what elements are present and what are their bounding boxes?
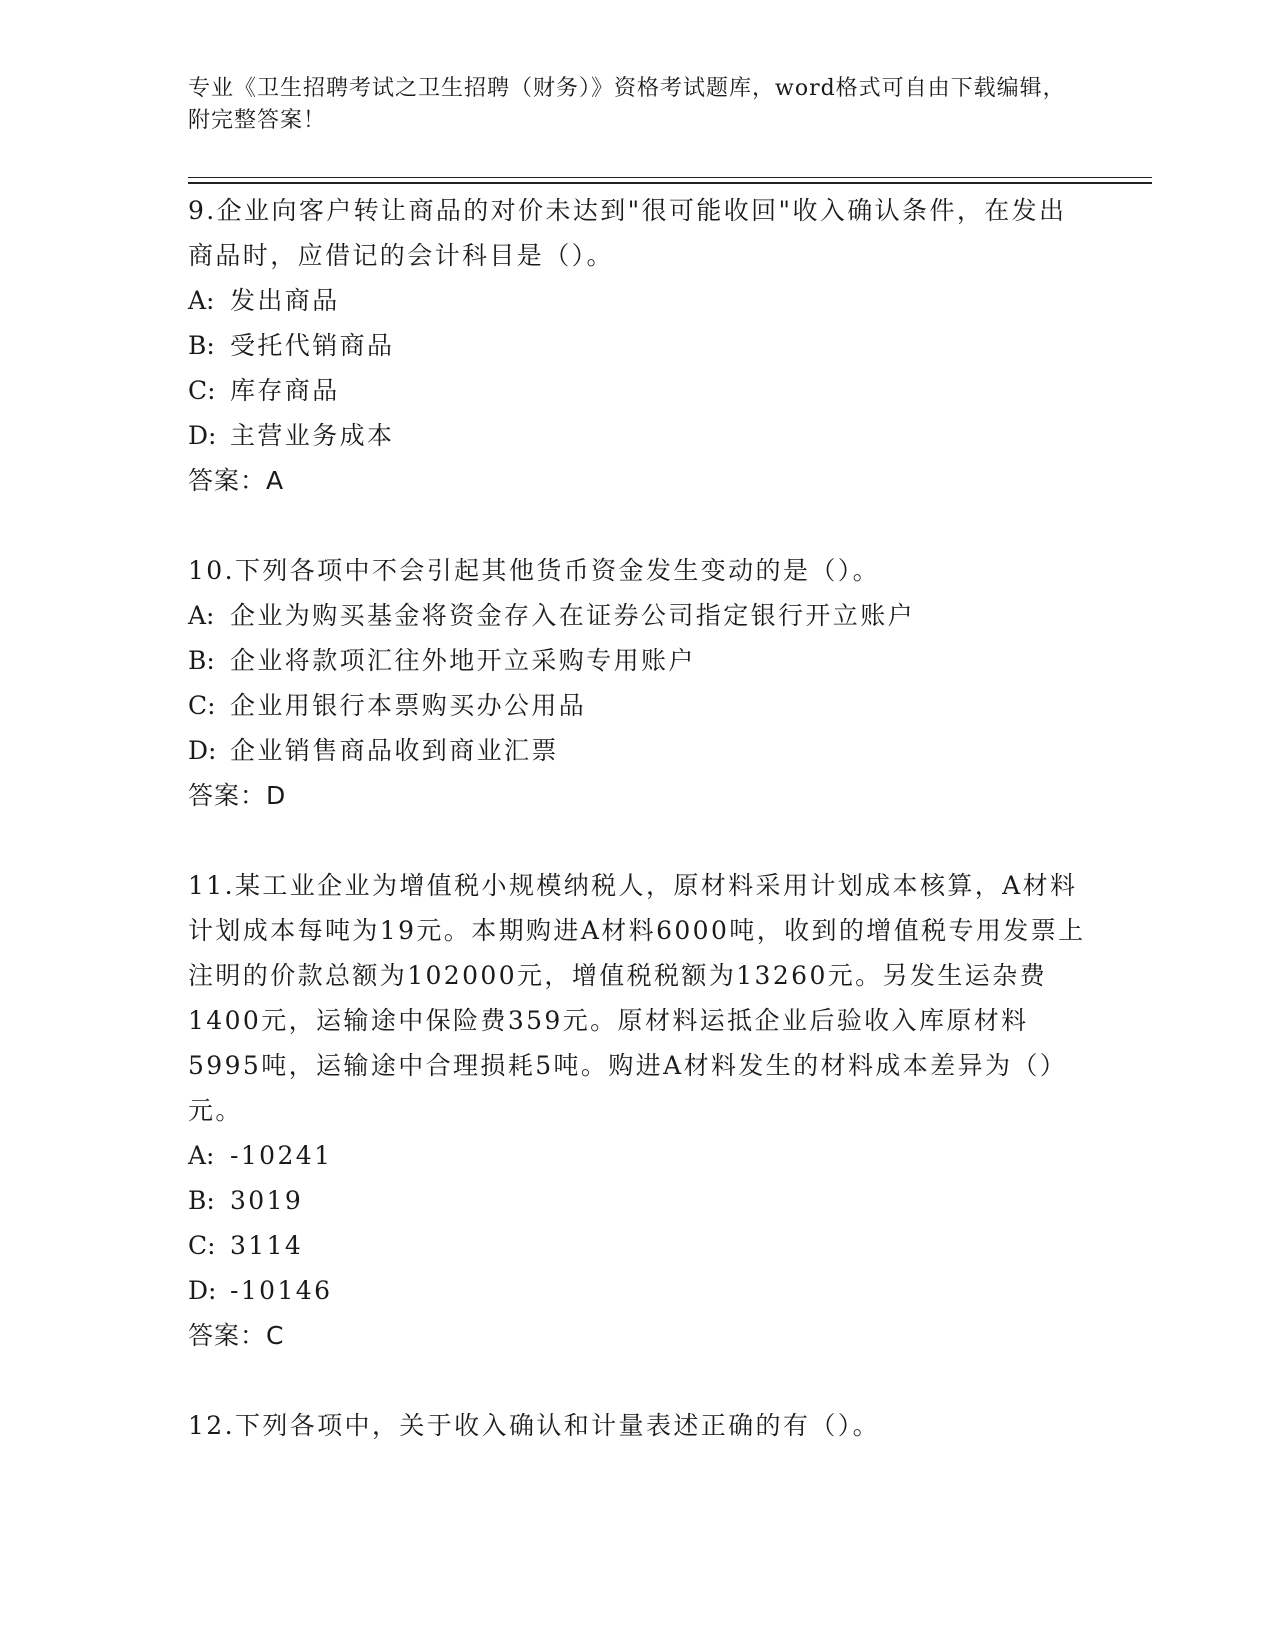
question-stem: 12.下列各项中，关于收入确认和计量表述正确的有（）。	[188, 1411, 881, 1440]
option-d: D: -10146	[188, 1276, 333, 1305]
option-c: C: 库存商品	[188, 376, 340, 405]
option-a: A: -10241	[188, 1141, 333, 1170]
document-header: 专业《卫生招聘考试之卫生招聘（财务）》资格考试题库，word格式可自由下载编辑，附完整答案！	[188, 76, 1066, 133]
answer-line: 答案：C	[188, 1321, 285, 1350]
question-stem: 11.某工业企业为增值税小规模纳税人，原材料采用计划成本核算，A材料计划成本每吨为19元。本期购进A材料6000吨，收到的增值税专用发票上注明的价款总额为102000元，增值税税额为13260元。另发生运杂费1400元，运输途中保险费359元。原材料运抵企业后验收入库原材料5995吨，运输途中合理损耗5吨。购进A材料发生的材料成本差异为（）元。	[188, 871, 1086, 1125]
question-9	[188, 188, 1088, 503]
question-stem: 10.下列各项中不会引起其他货币资金发生变动的是（）。	[188, 556, 881, 585]
question-list	[188, 188, 1088, 1493]
question-11	[188, 863, 1088, 1358]
option-b: B: 受托代销商品	[188, 331, 395, 360]
header-divider-thick	[188, 182, 1152, 184]
answer-line: 答案：A	[188, 466, 285, 495]
option-d: D: 主营业务成本	[188, 421, 395, 450]
option-a: A: 企业为购买基金将资金存入在证券公司指定银行开立账户	[188, 601, 916, 630]
option-c: C: 3114	[188, 1231, 304, 1260]
option-a: A: 发出商品	[188, 286, 340, 315]
option-d: D: 企业销售商品收到商业汇票	[188, 736, 559, 765]
option-b: B: 3019	[188, 1186, 304, 1215]
question-10	[188, 548, 1088, 818]
option-c: C: 企业用银行本票购买办公用品	[188, 691, 587, 720]
header-divider-thin	[188, 177, 1152, 178]
answer-line: 答案：D	[188, 781, 287, 810]
question-12	[188, 1403, 1088, 1448]
question-stem: 9.企业向客户转让商品的对价未达到"很可能收回"收入确认条件，在发出商品时，应借记的会计科目是（）。	[188, 196, 1067, 270]
option-b: B: 企业将款项汇往外地开立采购专用账户	[188, 646, 696, 675]
